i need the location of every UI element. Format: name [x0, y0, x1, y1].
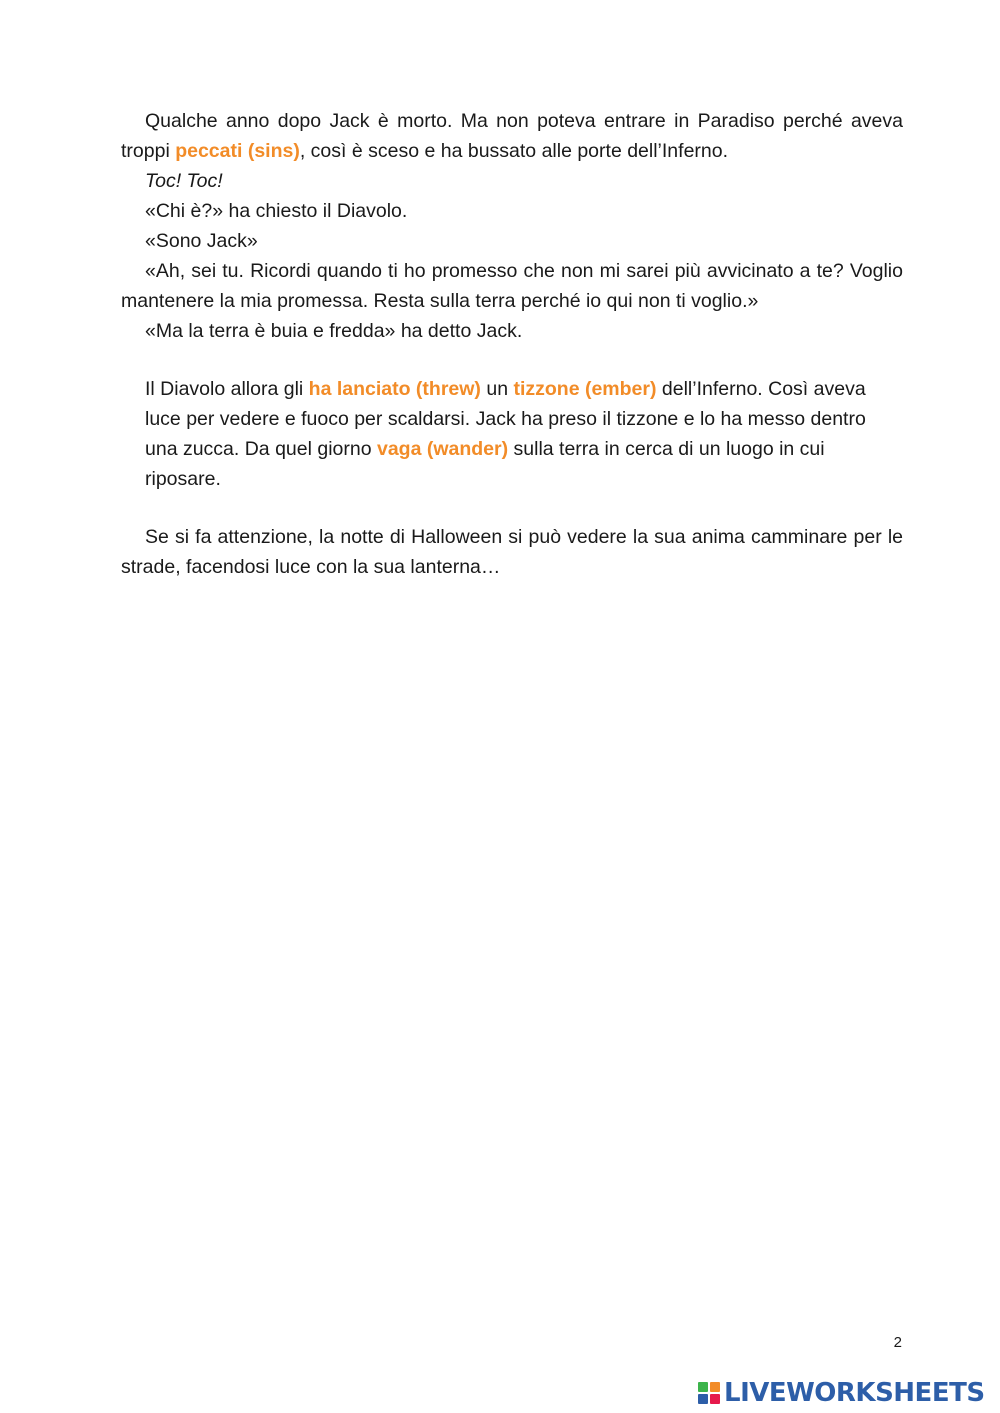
dialogue-line: «Ma la terra è buia e fredda» ha detto Jack.	[145, 320, 523, 342]
highlight-peccati: peccati (sins)	[175, 140, 300, 162]
highlight-ha-lanciato: ha lanciato (threw)	[308, 378, 481, 400]
paragraph-halloween: Se si fa attenzione, la notte di Halloween si può vedere la sua anima camminare per le strade, facendosi luce con la sua lanterna…	[121, 526, 903, 578]
paragraph-ember-text: sulla terra in cerca di un luogo in cui riposare.	[145, 438, 825, 490]
paragraph-death	[121, 106, 903, 166]
logo-grid-icon	[698, 1382, 720, 1404]
paragraph-death-text-before: Qualche anno dopo Jack è morto. Ma non poteva entrare in Paradiso perché aveva troppi	[121, 110, 903, 162]
story-text	[121, 106, 903, 582]
highlight-tizzone: tizzone (ember)	[513, 378, 657, 400]
page-number: 2	[893, 1334, 902, 1351]
paragraph-ember-text: dell’Inferno. Così aveva luce per vedere e fuoco per scaldarsi. Jack ha preso il tizzone e lo ha messo dentro una zucca. Da quel giorno	[145, 378, 866, 460]
paragraph-ember-text: Il Diavolo allora gli	[145, 378, 309, 400]
dialogue-line: «Sono Jack»	[145, 230, 258, 252]
dialogue-line: «Chi è?» ha chiesto il Diavolo.	[145, 200, 408, 222]
knock-line: Toc! Toc!	[145, 170, 223, 192]
logo-text: LIVEWORKSHEETS	[724, 1378, 985, 1408]
paragraph-spacer	[121, 346, 903, 374]
paragraph-ember	[121, 374, 903, 494]
dialogue-line: «Ah, sei tu. Ricordi quando ti ho promesso che non mi sarei più avvicinato a te? Voglio mantenere la mia promessa. Resta sulla terra perché io qui non ti voglio.»	[121, 260, 903, 312]
paragraph-ember-text: un	[480, 378, 514, 400]
paragraph-spacer	[121, 494, 903, 522]
paragraph-death-text-after: , così è sceso e ha bussato alle porte dell’Inferno.	[299, 140, 729, 162]
highlight-vaga: vaga (wander)	[376, 438, 509, 460]
liveworksheets-logo[interactable]	[698, 1376, 985, 1410]
